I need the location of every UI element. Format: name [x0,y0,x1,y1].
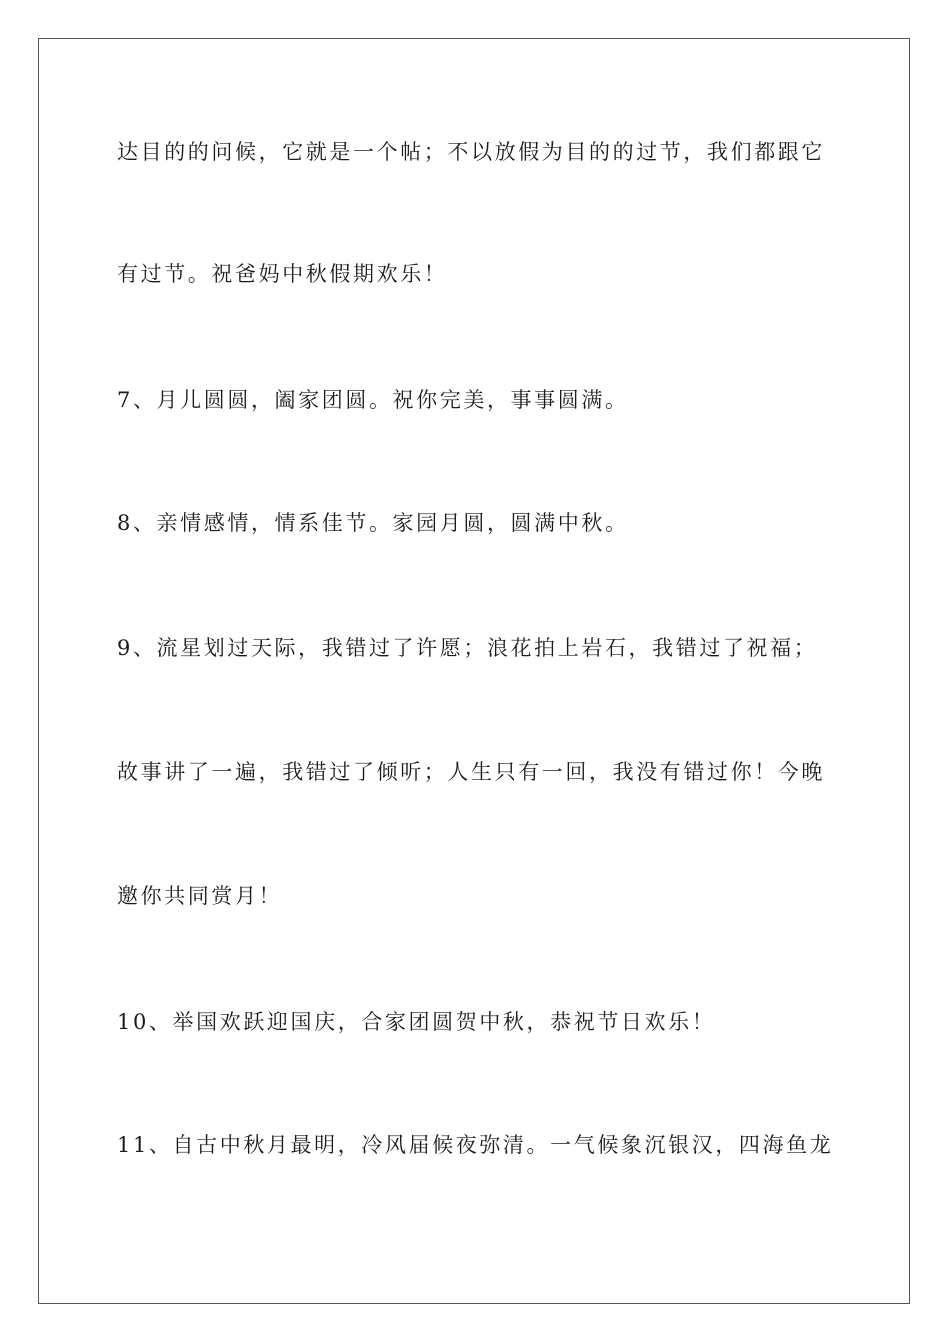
text-line-8: 10、举国欢跃迎国庆，合家团圆贺中秋，恭祝节日欢乐！ [117,1010,716,1034]
text-line-1: 达目的的问候，它就是一个帖；不以放假为目的的过节，我们都跟它 [117,140,825,164]
text-line-5: 9、流星划过天际，我错过了许愿；浪花拍上岩石，我错过了祝福； [117,636,818,660]
text-line-7: 邀你共同赏月！ [117,884,283,908]
text-line-9: 11、自古中秋月最明，冷风届候夜弥清。一气候象沉银汉，四海鱼龙 [117,1133,834,1157]
page-frame [38,38,910,1304]
text-line-2: 有过节。祝爸妈中秋假期欢乐！ [117,262,448,286]
text-line-4: 8、亲情感情，情系佳节。家园月圆，圆满中秋。 [117,511,629,535]
text-line-3: 7、月儿圆圆，阖家团圆。祝你完美，事事圆满。 [117,388,629,412]
text-line-6: 故事讲了一遍，我错过了倾听；人生只有一回，我没有错过你！今晚 [117,760,825,784]
